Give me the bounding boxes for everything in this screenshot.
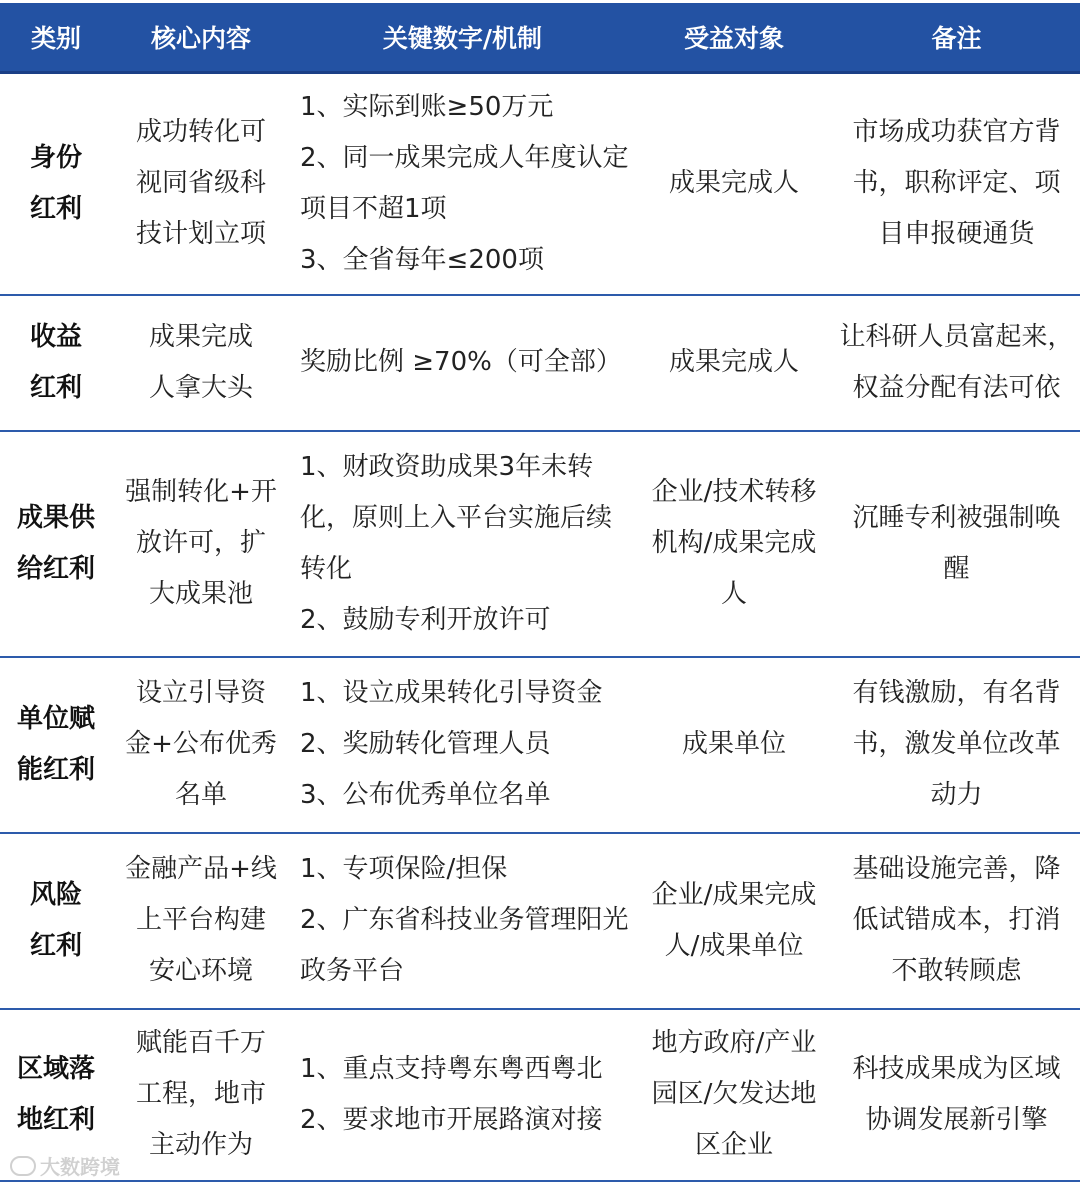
table-row (0, 295, 1080, 431)
mechanism-line: 1、财政资助成果3年未转化，原则上入平台实施后续转化 (300, 451, 613, 584)
row-category: 单位赋能红利 (0, 657, 112, 833)
mechanism-line: 2、同一成果完成人年度认定项目不超1项 (300, 142, 629, 224)
row-beneficiary: 成果单位 (635, 657, 833, 833)
row-content: 成功转化可视同省级科技计划立项 (112, 73, 290, 295)
row-note: 沉睡专利被强制唤醒 (833, 431, 1080, 657)
row-mechanism (290, 431, 635, 657)
header-core-content: 核心内容 (112, 3, 290, 73)
row-content: 设立引导资金+公布优秀名单 (112, 657, 290, 833)
watermark-logo-icon (10, 1156, 36, 1176)
mechanism-line: 1、专项保险/担保 (300, 854, 508, 884)
table-row (0, 1009, 1080, 1181)
mechanism-line: 1、重点支持粤东粤西粤北 (300, 1053, 603, 1084)
row-beneficiary: 地方政府/产业园区/欠发达地区企业 (635, 1009, 833, 1181)
mechanism-line: 1、实际到账≥50万元 (300, 91, 554, 122)
row-beneficiary: 企业/技术转移机构/成果完成人 (635, 431, 833, 657)
policy-dividend-table (0, 3, 1080, 1182)
row-mechanism (290, 657, 635, 833)
mechanism-line: 3、公布优秀单位名单 (300, 780, 551, 810)
table-body (0, 73, 1080, 1181)
table-row (0, 431, 1080, 657)
row-content: 强制转化+开放许可，扩大成果池 (112, 431, 290, 657)
watermark-text: 大数跨境 (40, 1155, 120, 1179)
row-content: 成果完成人拿大头 (112, 295, 290, 431)
header-note: 备注 (833, 3, 1080, 73)
header-key-mechanism: 关键数字/机制 (290, 3, 635, 73)
table-header (0, 3, 1080, 73)
row-category: 成果供给红利 (0, 431, 112, 657)
row-note: 有钱激励，有名背书，激发单位改革动力 (833, 657, 1080, 833)
watermark (10, 1151, 120, 1180)
table-row (0, 73, 1080, 295)
row-content: 金融产品+线上平台构建安心环境 (112, 833, 290, 1009)
row-category: 身份红利 (0, 73, 112, 295)
row-category: 收益红利 (0, 295, 112, 431)
header-row (0, 3, 1080, 73)
row-content: 赋能百千万工程，地市主动作为 (112, 1009, 290, 1181)
row-category: 风险红利 (0, 833, 112, 1009)
row-note: 市场成功获官方背书，职称评定、项目申报硬通货 (833, 73, 1080, 295)
row-mechanism (290, 833, 635, 1009)
mechanism-line: 2、鼓励专利开放许可 (300, 604, 551, 635)
mechanism-line: 1、设立成果转化引导资金 (300, 678, 603, 708)
row-note: 让科研人员富起来，权益分配有法可依 (833, 295, 1080, 431)
row-mechanism (290, 73, 635, 295)
header-category: 类别 (0, 3, 112, 73)
row-beneficiary: 企业/成果完成人/成果单位 (635, 833, 833, 1009)
table-row (0, 833, 1080, 1009)
row-note: 基础设施完善，降低试错成本，打消不敢转顾虑 (833, 833, 1080, 1009)
row-mechanism (290, 295, 635, 431)
row-category: 区域落地红利 (0, 1009, 112, 1181)
mechanism-line: 3、全省每年≤200项 (300, 244, 544, 275)
row-beneficiary: 成果完成人 (635, 73, 833, 295)
header-beneficiary: 受益对象 (635, 3, 833, 73)
mechanism-line: 2、要求地市开展路演对接 (300, 1104, 603, 1135)
row-note: 科技成果成为区域协调发展新引擎 (833, 1009, 1080, 1181)
row-beneficiary: 成果完成人 (635, 295, 833, 431)
row-mechanism (290, 1009, 635, 1181)
mechanism-line: 奖励比例 ≥70%（可全部） (300, 347, 622, 377)
table-row (0, 657, 1080, 833)
mechanism-line: 2、广东省科技业务管理阳光政务平台 (300, 905, 629, 986)
mechanism-line: 2、奖励转化管理人员 (300, 729, 551, 759)
